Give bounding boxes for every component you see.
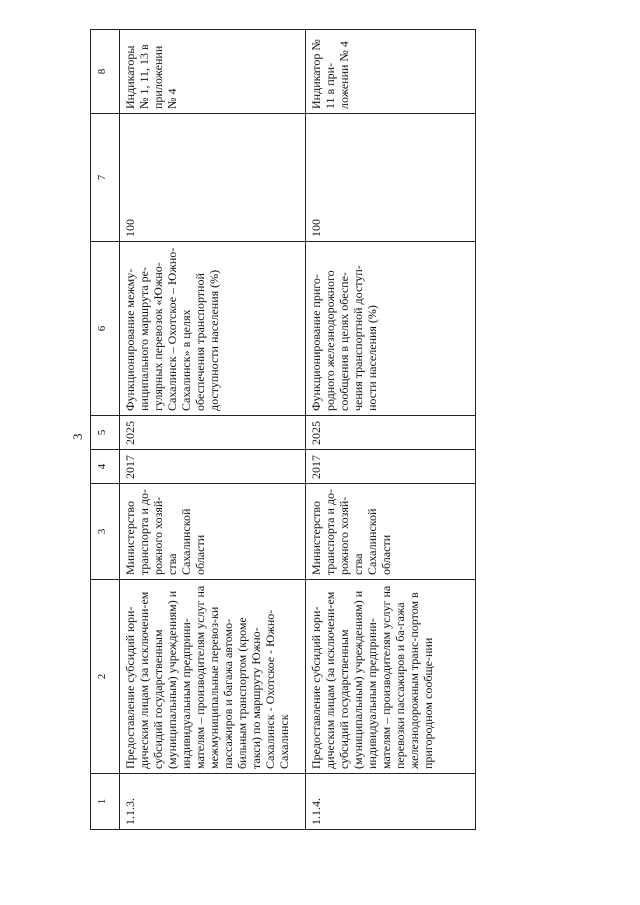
row-number: 1.1.4.: [306, 774, 476, 830]
indicator-link: Индикаторы № 1, 11, 13 в приложении № 4: [120, 30, 306, 114]
executor: Министерство транспорта и до-рожного хозяй-ства Сахалинской области: [120, 484, 306, 580]
col-header-1: 1: [91, 774, 120, 830]
header-row: [91, 30, 120, 830]
measure-name: Предоставление субсидий юри-дическим лицам (за исключени-ем субсидий государственным (муниципальным) учреждениям) и индивидуальным предприни-мателям – производителям услуг на межмуниципальные перевоз-ки пассажиров и багажа автомо-бильным транспортом (кроме такси) по маршруту Южно-Сахалинск - Охотское - Южно-Сахалинск: [120, 580, 306, 774]
target-value: 100: [120, 114, 306, 242]
indicator-link: Индикатор № 11 в при-ложении № 4: [306, 30, 476, 114]
end-year: 2025: [120, 416, 306, 450]
row-number: 1.1.3.: [120, 774, 306, 830]
col-header-2: 2: [91, 580, 120, 774]
col-header-3: 3: [91, 484, 120, 580]
expected-result: Функционирование приго-родного железнодорожного сообщения в целях обеспе-чения транспортной доступ-ности населения (%): [306, 242, 476, 416]
col-header-5: 5: [91, 416, 120, 450]
executor: Министерство транспорта и до-рожного хозяй-ства Сахалинской области: [306, 484, 476, 580]
measures-table: [90, 29, 476, 830]
col-header-4: 4: [91, 450, 120, 484]
start-year: 2017: [120, 450, 306, 484]
table-row: [306, 30, 476, 830]
col-header-6: 6: [91, 242, 120, 416]
measure-name: Предоставление субсидий юри-дическим лицам (за исключени-ем субсидий государственным (муниципальным) учреждениям) и индивидуальным предприни-мателям – производителям услуг на перевозки пассажиров и ба-гажа железнодорожным транс-портом в пригородном сообще-нии: [306, 580, 476, 774]
start-year: 2017: [306, 450, 476, 484]
target-value: 100: [306, 114, 476, 242]
rotated-table-wrapper: [90, 30, 466, 830]
expected-result: Функционирование межму-ниципального маршрута ре-гулярных перевозок «Южно-Сахалинск – Охотское – Южно-Сахалинск» в целях обеспечения транспортной доступности населения (%): [120, 242, 306, 416]
table-row: [120, 30, 306, 830]
page-number: 3: [70, 433, 85, 440]
end-year: 2025: [306, 416, 476, 450]
col-header-8: 8: [91, 30, 120, 114]
col-header-7: 7: [91, 114, 120, 242]
